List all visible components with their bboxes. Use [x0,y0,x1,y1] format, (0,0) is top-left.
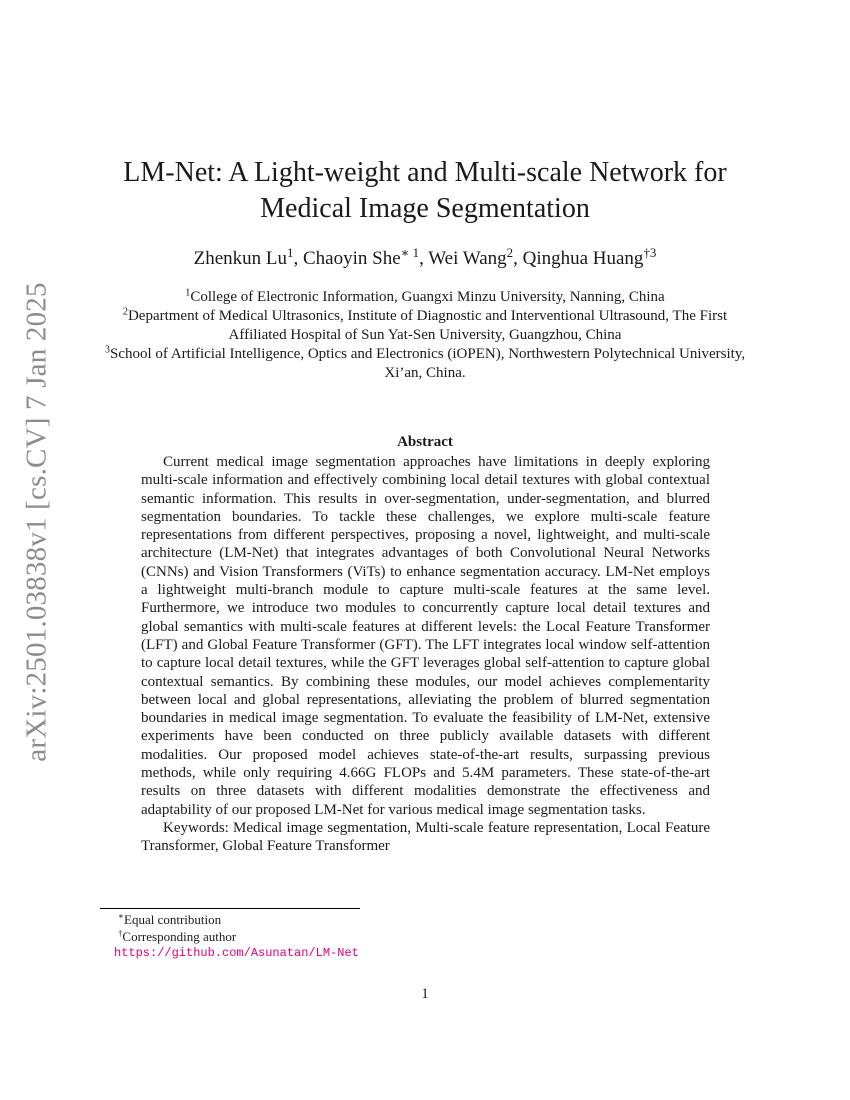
author-list [0,244,850,270]
footnote-corresponding-author [118,929,359,946]
footnote-text: Corresponding author [122,928,237,944]
footnote-mark: ∗ [118,911,125,922]
page-number: 1 [421,986,429,1002]
author-name: Zhenkun Lu [193,248,288,269]
affiliation-list [100,288,750,383]
footnote-equal-contribution [118,912,359,929]
affiliation-item [100,288,750,307]
affiliation-text: College of Electronic Information, Guangxi Minzu University, Nanning, China [190,289,665,305]
footnotes [114,911,359,962]
abstract-paragraph: Current medical image segmentation approaches have limitations in deeply exploring multi-scale information and effectively combining local detail textures with global contextual semantic information. This results in over-segmentation, under-segmentation, and blurred segmentation boundaries. To tackle these challenges, we explore multi-scale feature representations from different perspectives, proposing a novel, lightweight, and multi-scale architecture (LM-Net) that integrates advantages of both Convolutional Neural Networks (CNNs) and Vision Transformers (ViTs) to enhance segmentation accuracy. LM-Net employs a lightweight multi-branch module to capture multi-scale features at the same level. Furthermore, we introduce two modules to concurrently capture local detail textures and global semantics with multi-scale features at different levels: the Local Feature Transformer (LFT) and Global Feature Transformer (GFT). The LFT integrates local window self-attention to capture local detail textures, while the GFT leverages global self-attention to capture global contextual semantics. By combining these modules, our model achieves complementarity between local and global representations, alleviating the problem of blurred segmentation boundaries in medical image segmentation. To evaluate the feasibility of LM-Net, extensive experiments have been conducted on three publicly available datasets with different modalities. Our proposed model achieves state-of-the-art results, surpassing previous methods, while only requiring 4.66G FLOPs and 5.4M parameters. These state-of-the-art results on three datasets with different modalities demonstrate the effectiveness and adaptability of our proposed LM-Net for various medical image segmentation tasks. [141,454,710,818]
author-separator: , [513,248,523,269]
abstract-body [141,453,710,856]
affiliation-text: School of Artificial Intelligence, Optics and Electronics (iOPEN), Northwestern Polytechnical University, Xi’an, China. [109,346,746,381]
affiliation-item [100,345,750,383]
affiliation-mark: 1 [185,287,191,299]
paper-title [0,155,850,227]
github-link[interactable]: https://github.com/Asunatan/LM-Net [114,946,359,960]
footnote-text: Equal contribution [124,912,222,927]
footnote-rule [100,908,360,909]
title-line-2: Medical Image Segmentation [260,193,590,224]
abstract-heading: Abstract [397,434,453,450]
author-name: Wei Wang [428,248,507,269]
author-separator: , [293,248,303,269]
keywords-paragraph: Keywords: Medical image segmentation, Multi-scale feature representation, Local Feature Transformer, Global Feature Transformer [141,819,710,855]
author-mark: 2 [506,244,514,260]
affiliation-item [100,307,750,345]
affiliation-text: Department of Medical Ultrasonics, Institute of Diagnostic and Interventional Ultrasound, The First Affiliated Hospital of Sun Yat-Sen University, Guangzhou, China [127,308,728,343]
footnote-mark: † [118,927,123,938]
author-mark: 1 [287,244,294,260]
author-separator: , [419,248,429,269]
author-name: Qinghua Huang [522,248,644,269]
affiliation-mark: 2 [122,306,128,318]
title-line-1: LM-Net: A Light-weight and Multi-scale Network for [123,157,727,188]
affiliation-mark: 3 [104,344,110,356]
arxiv-watermark: arXiv:2501.03838v1 [cs.CV] 7 Jan 2025 [20,282,53,762]
author-name: Chaoyin She [303,248,401,269]
author-mark: ∗ 1 [400,244,420,260]
author-mark: †3 [643,244,657,260]
